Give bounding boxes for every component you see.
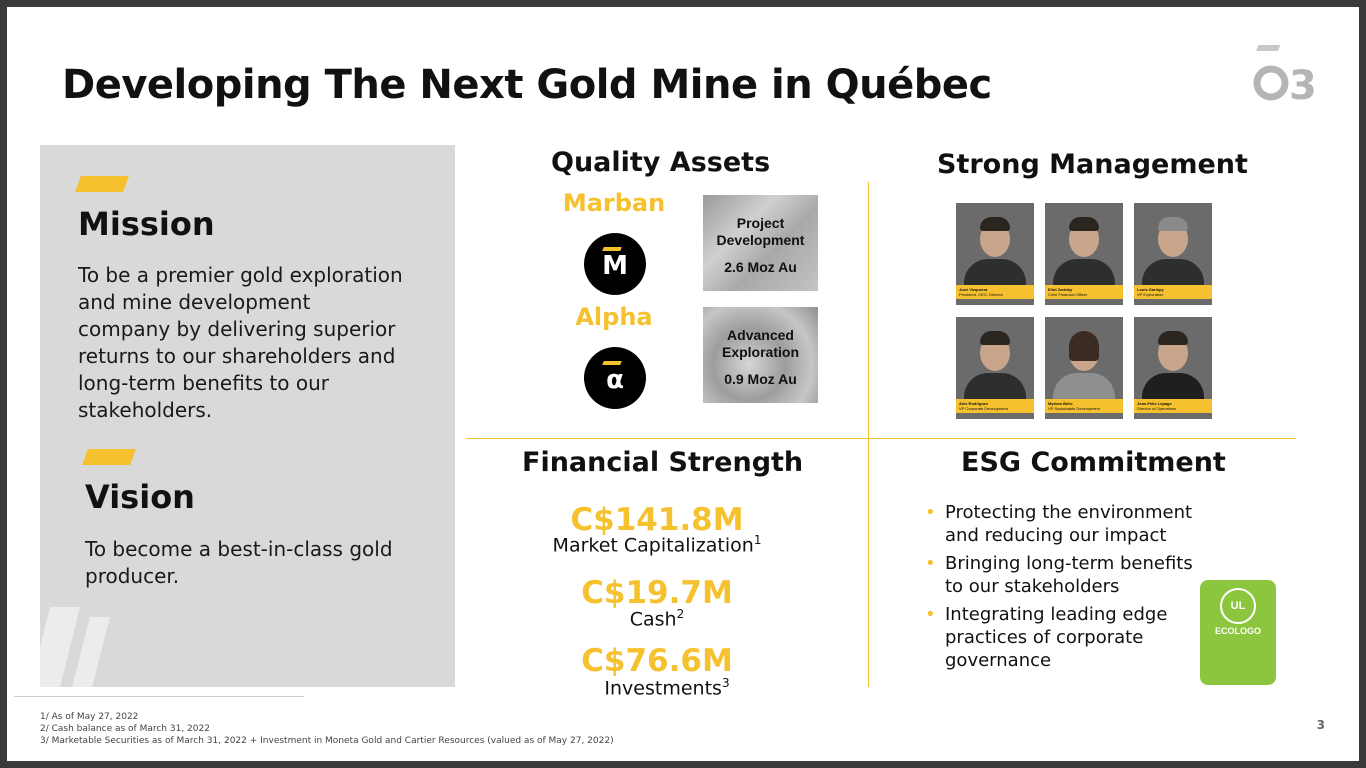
esg-bullet: • Bringing long-term benefits to our stakeholders (925, 552, 1205, 598)
vision-heading: Vision (85, 478, 195, 516)
mission-vision-panel (40, 145, 455, 687)
manager-name: Eliot Zarbiby (1048, 287, 1073, 292)
manager-photo (1045, 203, 1123, 305)
investments-label: Investments$^3$ (604, 676, 730, 700)
quadrant-divider-horizontal (466, 438, 1296, 439)
svg-text:3: 3 (1289, 63, 1317, 103)
quadrant-divider-vertical (868, 182, 869, 687)
manager-photo (1134, 203, 1212, 305)
manager-name: Louis Gariépy (1137, 287, 1164, 292)
esg-bullet: • Integrating leading edge practices of corporate governance (925, 603, 1205, 672)
alpha-icon: α (584, 347, 646, 409)
alpha-info-box: Advanced Exploration 0.9 Moz Au (703, 307, 818, 403)
manager-name: José Vizquerra (959, 287, 988, 292)
manager-role: President, CEO, Director (959, 292, 1004, 297)
slide (7, 7, 1359, 761)
ul-leaf-icon: UL (1220, 588, 1256, 624)
manager-role: VP Sustainable Development (1048, 406, 1100, 411)
market-cap-value: C$141.8M (570, 502, 744, 538)
manager-role: Director of Operations (1137, 406, 1177, 411)
esg-title: ESG Commitment (961, 447, 1226, 478)
asset-name-marban: Marban (562, 189, 666, 217)
accent-bar (75, 176, 129, 192)
manager-name: Myriam Bélic (1048, 401, 1073, 406)
manager-photo (1134, 317, 1212, 419)
asset-name-alpha: Alpha (575, 303, 653, 331)
investments-value: C$76.6M (581, 643, 733, 679)
manager-name: Alex Rodriguez (959, 401, 989, 406)
quality-assets-title: Quality Assets (551, 147, 771, 178)
footnote-divider (14, 696, 304, 697)
cash-label: Cash$^2$ (629, 607, 685, 631)
slide-title: Developing The Next Gold Mine in Québec (62, 62, 992, 108)
footnotes: 1/ As of May 27, 2022 2/ Cash balance as of March 31, 2022 3/ Marketable Securities as of March 31, 2022 + Investment in Moneta Gold and Cartier Resources (valued as of May 27, 2022) (40, 712, 614, 746)
manager-photo (1045, 317, 1123, 419)
marban-icon: M (584, 233, 646, 295)
accent-bar (82, 449, 136, 465)
manager-photo (956, 203, 1034, 305)
cash-value: C$19.7M (581, 575, 733, 611)
ecologo-badge (1200, 580, 1276, 685)
esg-list (925, 501, 1205, 677)
marban-info-box: Project Development 2.6 Moz Au (703, 195, 818, 291)
vision-text: To become a best-in-class gold producer. (85, 537, 393, 588)
mission-heading: Mission (78, 205, 215, 243)
mission-text: To be a premier gold exploration and mine development company by delivering superior returns to our shareholders and long-term benefits to our stakeholders. (78, 263, 403, 422)
esg-bullet: • Protecting the environment and reducing our impact (925, 501, 1205, 547)
manager-name: Jean-Félix Lepage (1137, 401, 1172, 406)
manager-role: VP Exploration (1137, 292, 1164, 297)
decorative-stripes (40, 597, 120, 687)
financial-title: Financial Strength (522, 447, 804, 478)
management-title: Strong Management (937, 149, 1248, 180)
o3-mining-logo-icon (1253, 43, 1325, 103)
ecologo-label: ECOLOGO (1214, 626, 1261, 636)
manager-role: VP Corporate Development (959, 406, 1008, 411)
page-number: 3 (1316, 718, 1325, 732)
market-cap-label: Market Capitalization$^1$ (552, 533, 762, 557)
manager-photo (956, 317, 1034, 419)
manager-role: Chief Financial Officer (1048, 292, 1088, 297)
